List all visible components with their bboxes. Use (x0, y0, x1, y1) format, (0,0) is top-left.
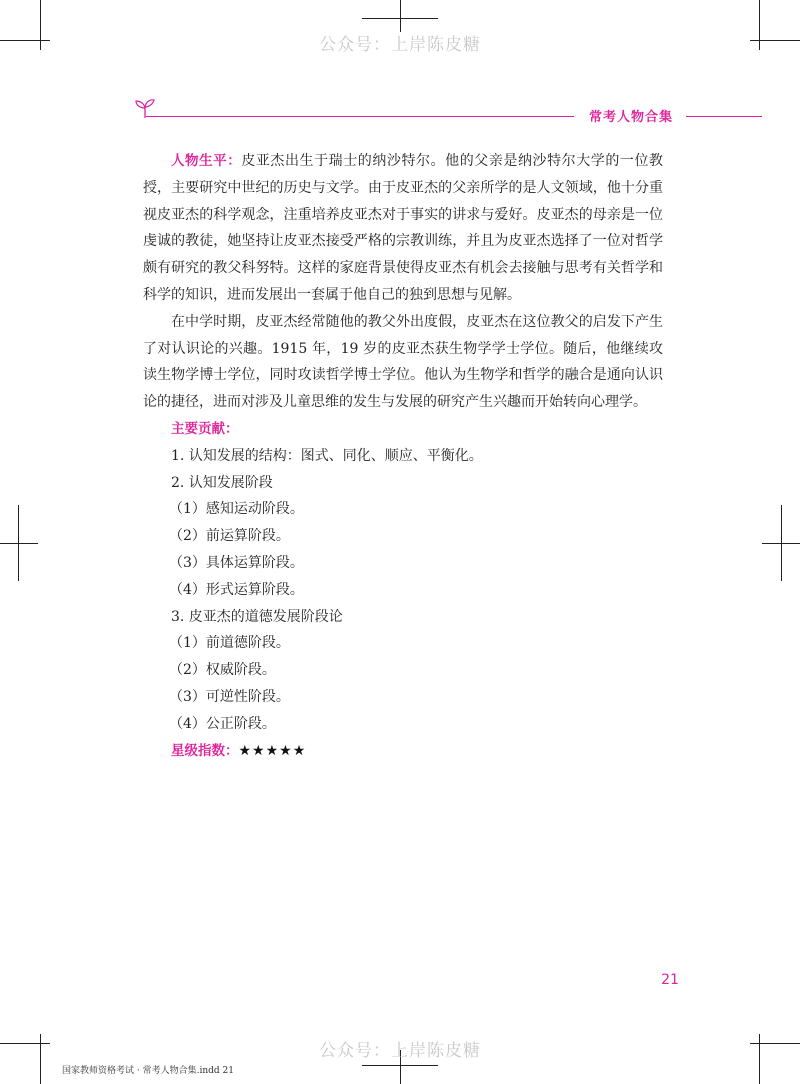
biography-text-1: 皮亚杰出生于瑞士的纳沙特尔。他的父亲是纳沙特尔大学的一位教授，主要研究中世纪的历史与文学。由于皮亚杰的父亲所学的是人文领域，他十分重视皮亚杰的科学观念，注重培养皮亚杰对于事实的讲求与爱好。皮亚杰的母亲是一位虔诚的教徒，她坚持让皮亚杰接受严格的宗教训练，并且为皮亚杰选择了一位对哲学颇有研究的教父科努特。这样的家庭背景使得皮亚杰有机会去接触与思考有关哲学和科学的知识，进而发展出一套属于他自己的独到思想与见解。 (143, 153, 664, 303)
watermark-bottom: 公众号：上岸陈皮糖 (319, 1041, 481, 1061)
moral-stage-item: （3）可逆性阶段。 (169, 688, 290, 705)
header-rule-left (146, 116, 574, 117)
cognitive-stage-item: （2）前运算阶段。 (169, 528, 290, 545)
main-content (143, 148, 663, 764)
contributions-label: 主要贡献： (171, 420, 239, 437)
crop-mark (762, 543, 800, 544)
contribution-item-3: 3. 皮亚杰的道德发展阶段论 (171, 608, 343, 625)
contribution-item-1: 1. 认知发展的结构：图式、同化、顺应、平衡化。 (171, 447, 483, 464)
moral-stage-item: （4）公正阶段。 (169, 715, 276, 732)
cognitive-stage-item: （4）形式运算阶段。 (169, 581, 304, 598)
star-rating: ★★★★★ (238, 742, 307, 759)
rating-label: 星级指数： (171, 742, 239, 759)
crop-mark (0, 543, 38, 544)
header-rule-right (686, 116, 762, 117)
moral-stage-item: （1）前道德阶段。 (169, 635, 290, 652)
rating-line (143, 738, 663, 765)
biography-label: 人物生平： (171, 153, 242, 169)
moral-stage-item: （2）权威阶段。 (169, 662, 276, 679)
footer-file-info: 国家教师资格考试 · 常考人物合集.indd 21 (62, 1066, 234, 1076)
crop-mark (400, 0, 401, 32)
contributions-heading (143, 416, 663, 443)
contribution-item-2: 2. 认知发展阶段 (171, 474, 273, 491)
biography-paragraph-2: 在中学时期，皮亚杰经常随他的教父外出度假，皮亚杰在这位教父的启发下产生了对认识论的兴趣。1915 年，19 岁的皮亚杰获生物学学士学位。随后，他继续攻读生物学博士学位，同时攻读哲学博士学位。他认为生物学和哲学的融合是通向认识论的捷径，进而对涉及儿童思维的发生与发展的研究产生兴趣而开始转向心理学。 (143, 313, 663, 411)
crop-mark (362, 1065, 438, 1066)
page-number: 21 (661, 972, 679, 988)
crop-mark (362, 18, 438, 19)
section-title: 常考人物合集 (588, 110, 673, 125)
cognitive-stage-item: （1）感知运动阶段。 (169, 501, 304, 518)
biography-paragraph-1 (143, 148, 663, 309)
watermark-top: 公众号：上岸陈皮糖 (319, 35, 481, 55)
cognitive-stage-item: （3）具体运算阶段。 (169, 554, 304, 571)
